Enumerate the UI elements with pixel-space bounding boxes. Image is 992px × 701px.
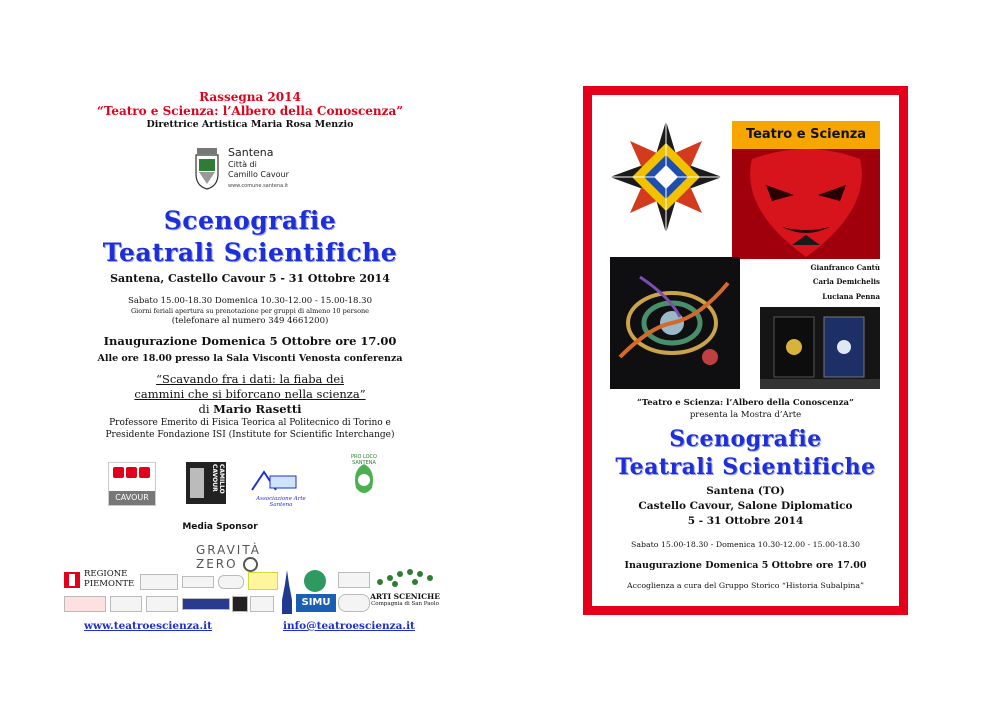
- website-link[interactable]: www.teatroescienza.it: [84, 620, 212, 632]
- talk-title-line1: “Scavando fra i dati: la fiaba dei: [156, 372, 344, 386]
- speaker-role-line1: Professore Emerito di Fisica Teorica al Politecnico di Torino e: [109, 418, 391, 428]
- artist-name-1: Gianfranco Cantù: [810, 263, 880, 272]
- red-mask-image: [732, 149, 880, 259]
- arte-icon: [248, 470, 314, 492]
- sponsor-logo-consiglio: [140, 574, 178, 590]
- city-logo-url: www.comune.santena.it: [228, 183, 289, 189]
- simu-text: SIMU: [296, 594, 336, 612]
- conference-info: Alle ore 18.00 presso la Sala Visconti Venosta conferenza: [97, 353, 403, 364]
- regione-text2: PIEMONTE: [84, 579, 135, 589]
- city-logo-line2: Camillo Cavour: [228, 170, 289, 179]
- artwork-dark-boxes: [760, 307, 880, 389]
- artistic-director: Direttrice Artistica Maria Rosa Menzio: [146, 119, 354, 130]
- speaker-role-line2: Presidente Fondazione ISI (Institute for Scientific Interchange): [105, 430, 395, 440]
- sponsor-logo-4: [248, 572, 278, 590]
- gravita-circle-icon: [243, 557, 258, 572]
- sponsor-logo-2: [182, 576, 214, 588]
- rassegna-label: Rassegna 2014: [199, 90, 301, 104]
- sponsor-logo-provincia-asti: [110, 596, 142, 612]
- opening-hours: Sabato 15.00-18.30 Domenica 10.30-12.00 - 15.00-18.30: [128, 296, 372, 306]
- cavour-logo-text: CAVOUR: [109, 491, 155, 505]
- welcome-note: Accoglienza a cura del Gruppo Storico “Historia Subalpina”: [626, 581, 864, 590]
- right-title-line1: Scenografie: [669, 426, 822, 452]
- presenta-label: presenta la Mostra d’Arte: [689, 410, 802, 420]
- simu-logo: [296, 570, 336, 612]
- regione-piemonte-logo: [64, 569, 135, 590]
- arte-logo-text: Associazione Arte Santena: [256, 496, 306, 508]
- arti-text1: ARTI SCENICHE: [370, 592, 440, 601]
- arti-dots-icon: [370, 566, 440, 588]
- sponsor-logo-unitre: [338, 572, 370, 588]
- city-logo-line1: Città di: [228, 160, 257, 169]
- dates: 5 - 31 Ottobre 2014: [687, 515, 804, 527]
- location-dates: Santena, Castello Cavour 5 - 31 Ottobre 2014: [110, 272, 390, 285]
- mole-antonelliana-icon: [280, 570, 294, 614]
- main-title-line2: Teatrali Scientifiche: [102, 238, 398, 267]
- right-hours: Sabato 15.00-18.30 - Domenica 10.30-12.00 - 15.00-18.30: [631, 540, 860, 549]
- right-subtitle: “Teatro e Scienza: l’Albero della Conoscenza”: [637, 398, 854, 408]
- camillo-cavour-logo: [186, 462, 226, 504]
- email-link[interactable]: info@teatroescienza.it: [283, 620, 415, 632]
- cavour-logo: [108, 462, 156, 506]
- right-inauguration: Inaugurazione Domenica 5 Ottobre ore 17.00: [624, 560, 867, 571]
- artwork-geometric-star: [610, 121, 722, 233]
- sponsor-logo-7: [146, 596, 178, 612]
- artist-name-3: Luciana Penna: [822, 292, 880, 301]
- coat-of-arms-icon: [194, 148, 220, 190]
- gravita-text: GRAVITÀ ZERO: [196, 543, 261, 571]
- speaker: [60, 402, 440, 416]
- sponsor-logo-11: [338, 594, 370, 612]
- santena-city-logo: [194, 146, 319, 198]
- speaker-prefix: di: [198, 402, 210, 416]
- rassegna-subtitle: “Teatro e Scienza: l’Albero della Conoscenza”: [96, 104, 404, 118]
- sponsor-logo-provincia-torino: [64, 596, 106, 612]
- pro-loco-logo: [344, 454, 384, 506]
- cosmic-spiral-image: [610, 257, 740, 389]
- phone-info: (telefonare al numero 349 4661200): [171, 316, 329, 326]
- geometric-star-image: [610, 121, 722, 233]
- arti-sceniche-logo: [370, 566, 440, 612]
- right-page-flyer: [583, 86, 908, 615]
- camillo-logo-text: CAMILLO CAVOUR: [211, 464, 225, 494]
- teatro-scienza-banner: Teatro e Scienza: [732, 121, 880, 149]
- artist-name-2: Carla Demichelis: [812, 277, 880, 286]
- sponsor-logo-9: [232, 596, 248, 612]
- speaker-name: Mario Rasetti: [213, 402, 302, 416]
- inauguration: Inaugurazione Domenica 5 Ottobre ore 17.00: [103, 334, 397, 348]
- artwork-red-mask: [732, 121, 880, 259]
- sponsor-logo-3: [218, 575, 244, 589]
- left-page: [60, 88, 440, 648]
- talk-title-line2: cammini che si biforcano nella scienza”: [134, 387, 366, 401]
- pro-loco-text: PRO LOCO SANTENA: [351, 454, 377, 466]
- arti-text2: Compagnia di San Paolo: [371, 601, 439, 607]
- weekday-opening: Giorni feriali apertura su prenotazione per gruppi di almeno 10 persone: [130, 307, 370, 315]
- regione-text1: REGIONE: [84, 569, 128, 579]
- sponsor-logo-10: [250, 596, 274, 612]
- place-line2: Castello Cavour, Salone Diplomatico: [638, 500, 853, 512]
- artwork-cosmic-spiral: [610, 257, 740, 389]
- city-logo-name: Santena: [228, 146, 274, 159]
- dark-boxes-image: [760, 307, 880, 389]
- media-sponsor-label: Media Sponsor: [182, 522, 258, 532]
- main-title-line1: Scenografie: [163, 206, 337, 235]
- arte-santena-logo: [248, 470, 314, 506]
- gravita-zero-logo: [196, 543, 306, 571]
- place-line1: Santena (TO): [706, 485, 785, 497]
- sponsor-logo-8: [182, 598, 230, 610]
- right-title-line2: Teatrali Scientifiche: [615, 454, 876, 480]
